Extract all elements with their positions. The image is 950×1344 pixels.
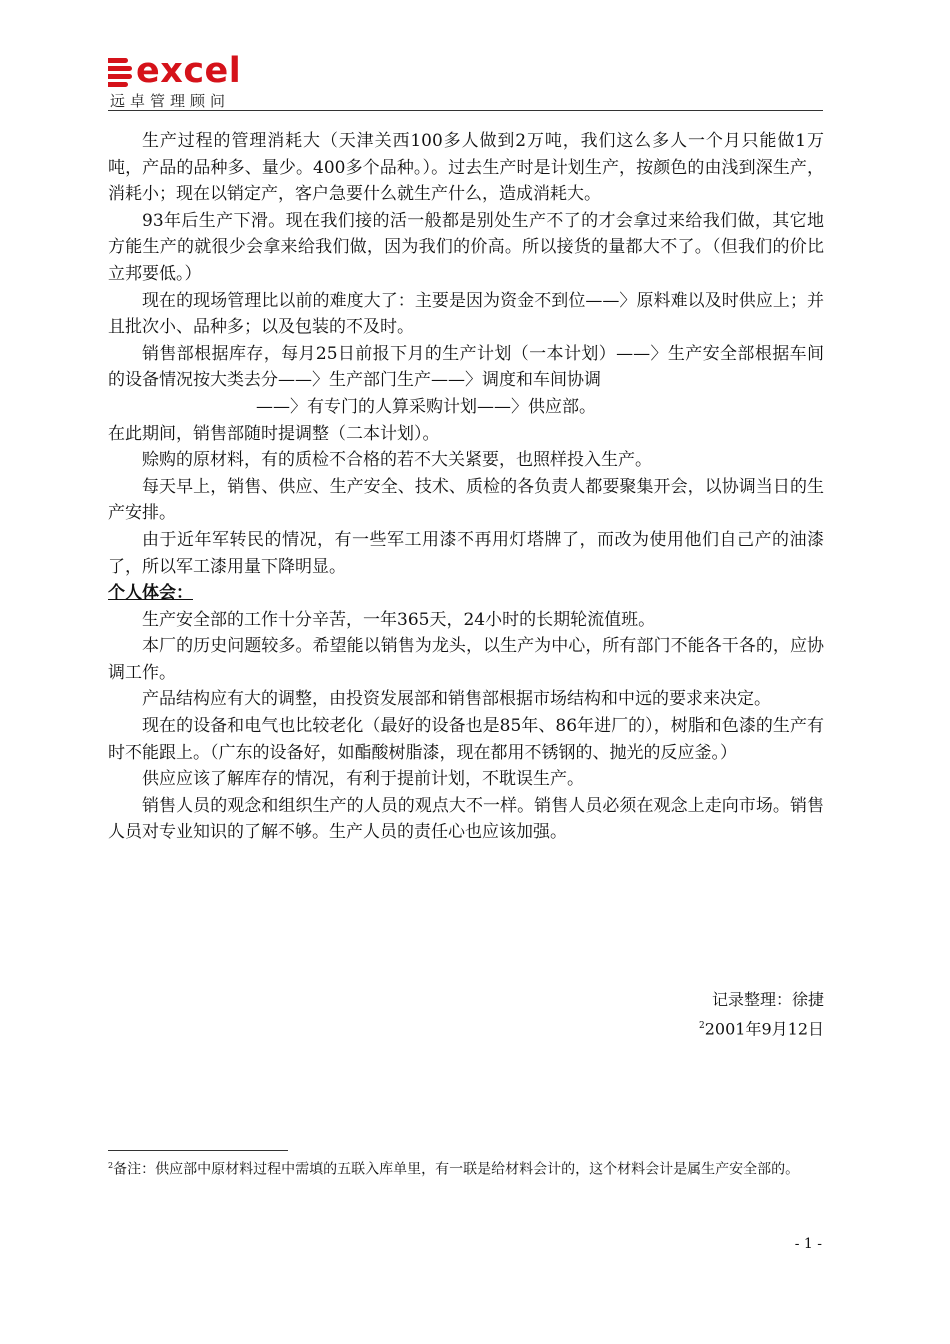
paragraph: 销售人员的观念和组织生产的人员的观点大不一样。销售人员必须在观念上走向市场。销售人员对专业知识的了解不够。生产人员的责任心也应该加强。 — [108, 795, 824, 843]
document-body — [108, 128, 824, 846]
section-heading: 个人体会： — [108, 583, 193, 604]
footnote-reference[interactable]: 2 — [699, 1021, 705, 1031]
logo-subtitle: 远卓管理顾问 — [110, 92, 231, 110]
flow-continuation-line: ——〉有专门的人算采购计划——〉供应部。 — [256, 396, 596, 417]
paragraph: 在此期间，销售部随时提调整（二本计划）。 — [108, 423, 440, 444]
footnote-divider — [108, 1150, 288, 1151]
company-logo — [108, 52, 241, 111]
paragraph: 本厂的历史问题较多。希望能以销售为龙头，以生产为中心，所有部门不能各干各的，应协调工作。 — [108, 636, 824, 683]
paragraph: 现在的设备和电气也比较老化（最好的设备也是85年、86年进厂的），树脂和色漆的生产有时不能跟上。（广东的设备好，如酯酸树脂漆，现在都用不锈钢的、抛光的反应釜。） — [108, 716, 824, 763]
header-divider — [108, 110, 823, 111]
logo-wordmark: excel — [136, 51, 242, 91]
paragraph: 93年后生产下滑。现在我们接的活一般都是别处生产不了的才会拿过来给我们做，其它地方能生产的就很少会拿来给我们做，因为我们的价高。所以接货的量都大不了。（但我们的价比立邦要低。） — [108, 210, 824, 284]
page-number: - 1 - — [794, 1236, 822, 1252]
date-line: $^2$2001年9月12日 — [699, 1019, 824, 1039]
recorder-line: 记录整理：徐捷 — [711, 990, 824, 1009]
paragraph: 供应应该了解库存的情况，有利于提前计划，不耽误生产。 — [142, 769, 584, 790]
paragraph: 每天早上，销售、供应、生产安全、技术、质检的各负责人都要聚集开会，以协调当日的生产安排。 — [108, 476, 824, 524]
paragraph: 产品结构应有大的调整，由投资发展部和销售部根据市场结构和中远的要求来决定。 — [142, 689, 771, 710]
logo-mark-icon — [108, 56, 134, 86]
footnote-mark: 2 — [108, 1161, 114, 1170]
paragraph: 生产安全部的工作十分辛苦，一年365天，24小时的长期轮流值班。 — [142, 609, 656, 630]
signature-block — [699, 987, 824, 1042]
paragraph: 生产过程的管理消耗大（天津关西100多人做到2万吨，我们这么多人一个月只能做1万吨，产品的品种多、量少。400多个品种。）。过去生产时是计划生产，按颜色的由浅到深生产，消耗小；现在以销定产，客户急要什么就生产什么，造成消耗大。 — [108, 131, 824, 205]
footnote — [108, 1156, 824, 1180]
paragraph: 赊购的原材料，有的质检不合格的若不大关紧要，也照样投入生产。 — [142, 450, 652, 471]
paragraph: 现在的现场管理比以前的难度大了：主要是因为资金不到位——〉原料难以及时供应上；并且批次小、品种多；以及包装的不及时。 — [108, 290, 824, 338]
paragraph: 销售部根据库存，每月25日前报下月的生产计划（一本计划）——〉生产安全部根据车间的设备情况按大类去分——〉生产部门生产——〉调度和车间协调 — [108, 343, 824, 391]
footnote-text: 备注：供应部中原材料过程中需填的五联入库单里，有一联是给材料会计的，这个材料会计是属生产安全部的。 — [113, 1161, 800, 1178]
paragraph: 由于近年军转民的情况，有一些军工用漆不再用灯塔牌了，而改为使用他们自己产的油漆了，所以军工漆用量下降明显。 — [108, 529, 824, 577]
